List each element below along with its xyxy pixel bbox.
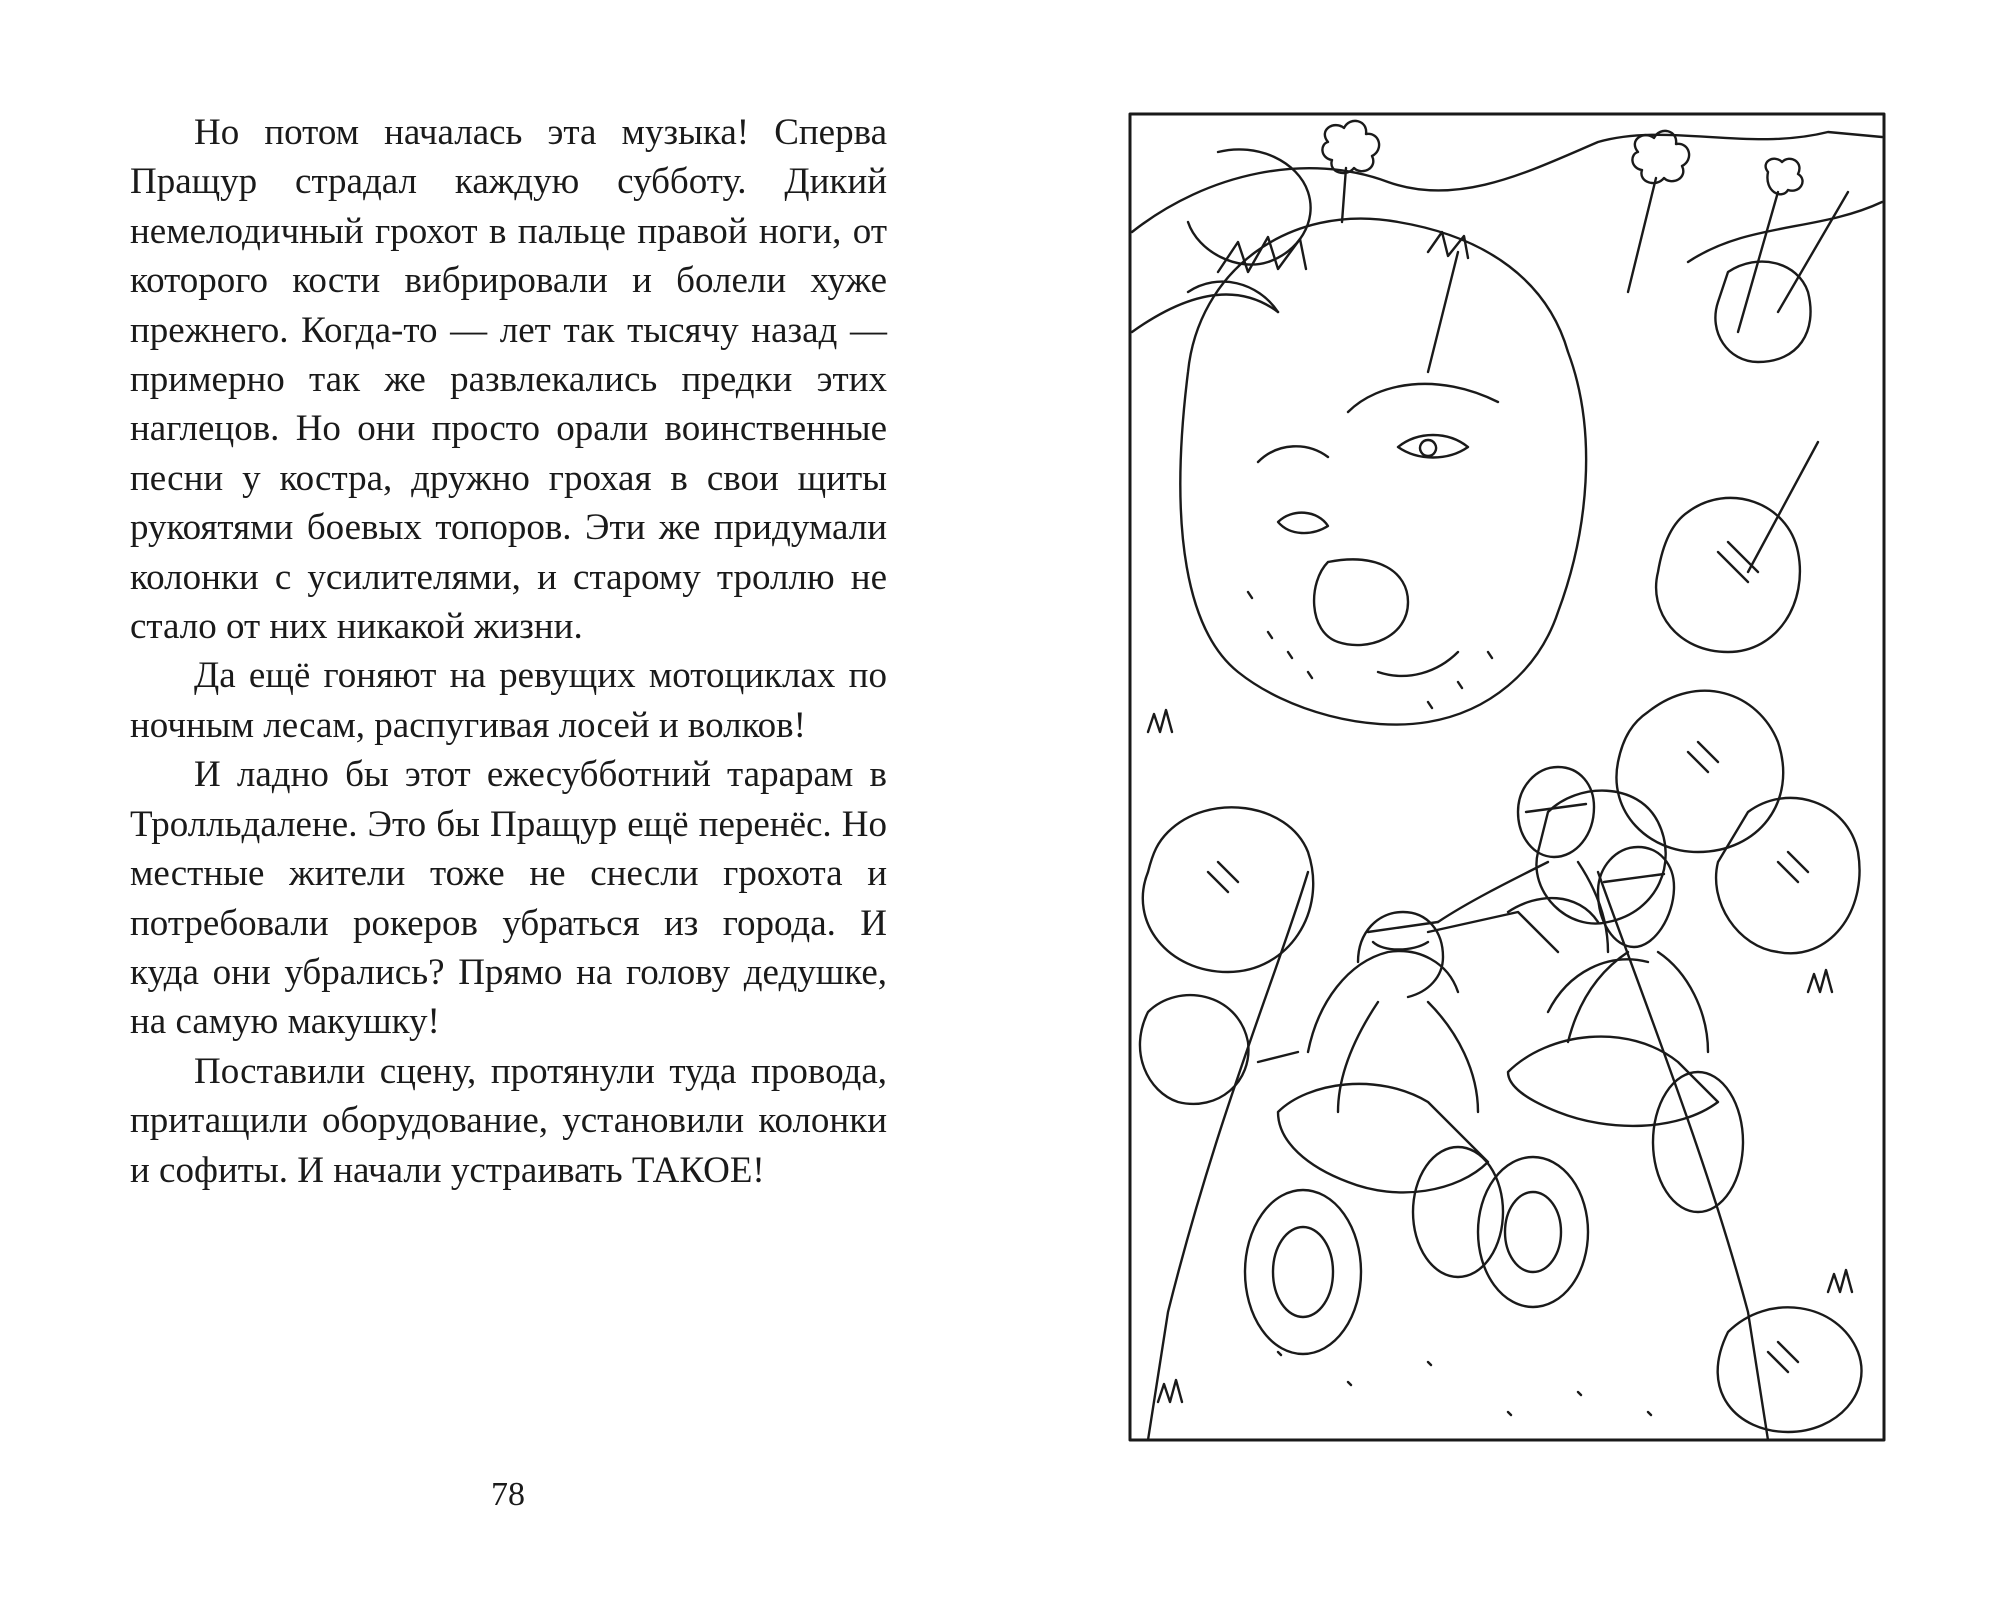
tree-left: [1322, 121, 1379, 222]
paragraph-3: И ладно бы этот ежесубботний тарарам в Тролльдалене. Это бы Пращур ещё перенёс. Но местные жители тоже не снесли грохота и потребовали рокеров убраться из города. И куда они убрались? Прямо на голову дедушке, на самую макушку!: [130, 754, 887, 1043]
troll-eye-right: [1398, 435, 1468, 458]
paragraph-1: Но потом началась эта музыка! Сперва Пращур страдал каждую субботу. Дикий немелодичный грохот в пальце правой ноги, от которого кости вибрировали и болели хуже прежнего. Когда-то — лет так тысячу назад — примерно так же развлекались предки этих наглецов. Но они просто орали воинственные песни у костра, дружно грохая в свои щиты рукоятями боевых топоров. Эти же придумали колонки с усилителями, и старому троллю не стало от них никакой жизни.: [130, 112, 887, 648]
rider1: [1338, 912, 1478, 1112]
boulder-3: [1716, 798, 1859, 953]
illustration: [1128, 112, 1886, 1442]
boulder-bottom-right: [1718, 1307, 1862, 1432]
illustration-frame: [1130, 114, 1884, 1440]
moto3-rear-wheel: [1653, 1072, 1743, 1212]
troll-head-outline: [1180, 219, 1586, 725]
troll-mouth: [1378, 652, 1458, 676]
road-dots: [1278, 1352, 1651, 1415]
paragraph-4: Поставили сцену, протянули туда провода, притащили оборудование, установили колонки и софиты. И начали устраивать ТАКОЕ!: [130, 1050, 887, 1191]
hill-lines: [1132, 132, 1882, 332]
moto3-front-wheel: [1478, 1157, 1588, 1307]
boulder-left: [1140, 807, 1313, 1104]
moto1-body: [1258, 951, 1488, 1192]
moto1-front-wheel: [1245, 1190, 1361, 1354]
moto3-front-wheel-inner: [1505, 1192, 1561, 1272]
page-number: 78: [491, 1476, 525, 1513]
boulder-2: [1616, 691, 1783, 852]
boulder-4: [1715, 262, 1810, 362]
right-page: [1000, 0, 2000, 1600]
troll-stubble: [1248, 592, 1492, 708]
troll-nose: [1314, 559, 1408, 645]
moto2-body: [1428, 898, 1598, 952]
tree-right: [1628, 131, 1803, 332]
boulder-1: [1656, 498, 1800, 652]
rider3: [1568, 847, 1708, 1052]
moto1-rear-wheel: [1413, 1147, 1503, 1277]
moto3-body: [1508, 959, 1718, 1125]
body-text: [130, 108, 887, 1195]
road-left-edge: [1148, 872, 1308, 1440]
troll-eye-left: [1278, 513, 1328, 533]
paragraph-2: Да ещё гоняют на ревущих мотоциклах по ночным лесам, распугивая лосей и волков!: [130, 655, 887, 746]
moto1-front-wheel-inner: [1273, 1227, 1333, 1317]
